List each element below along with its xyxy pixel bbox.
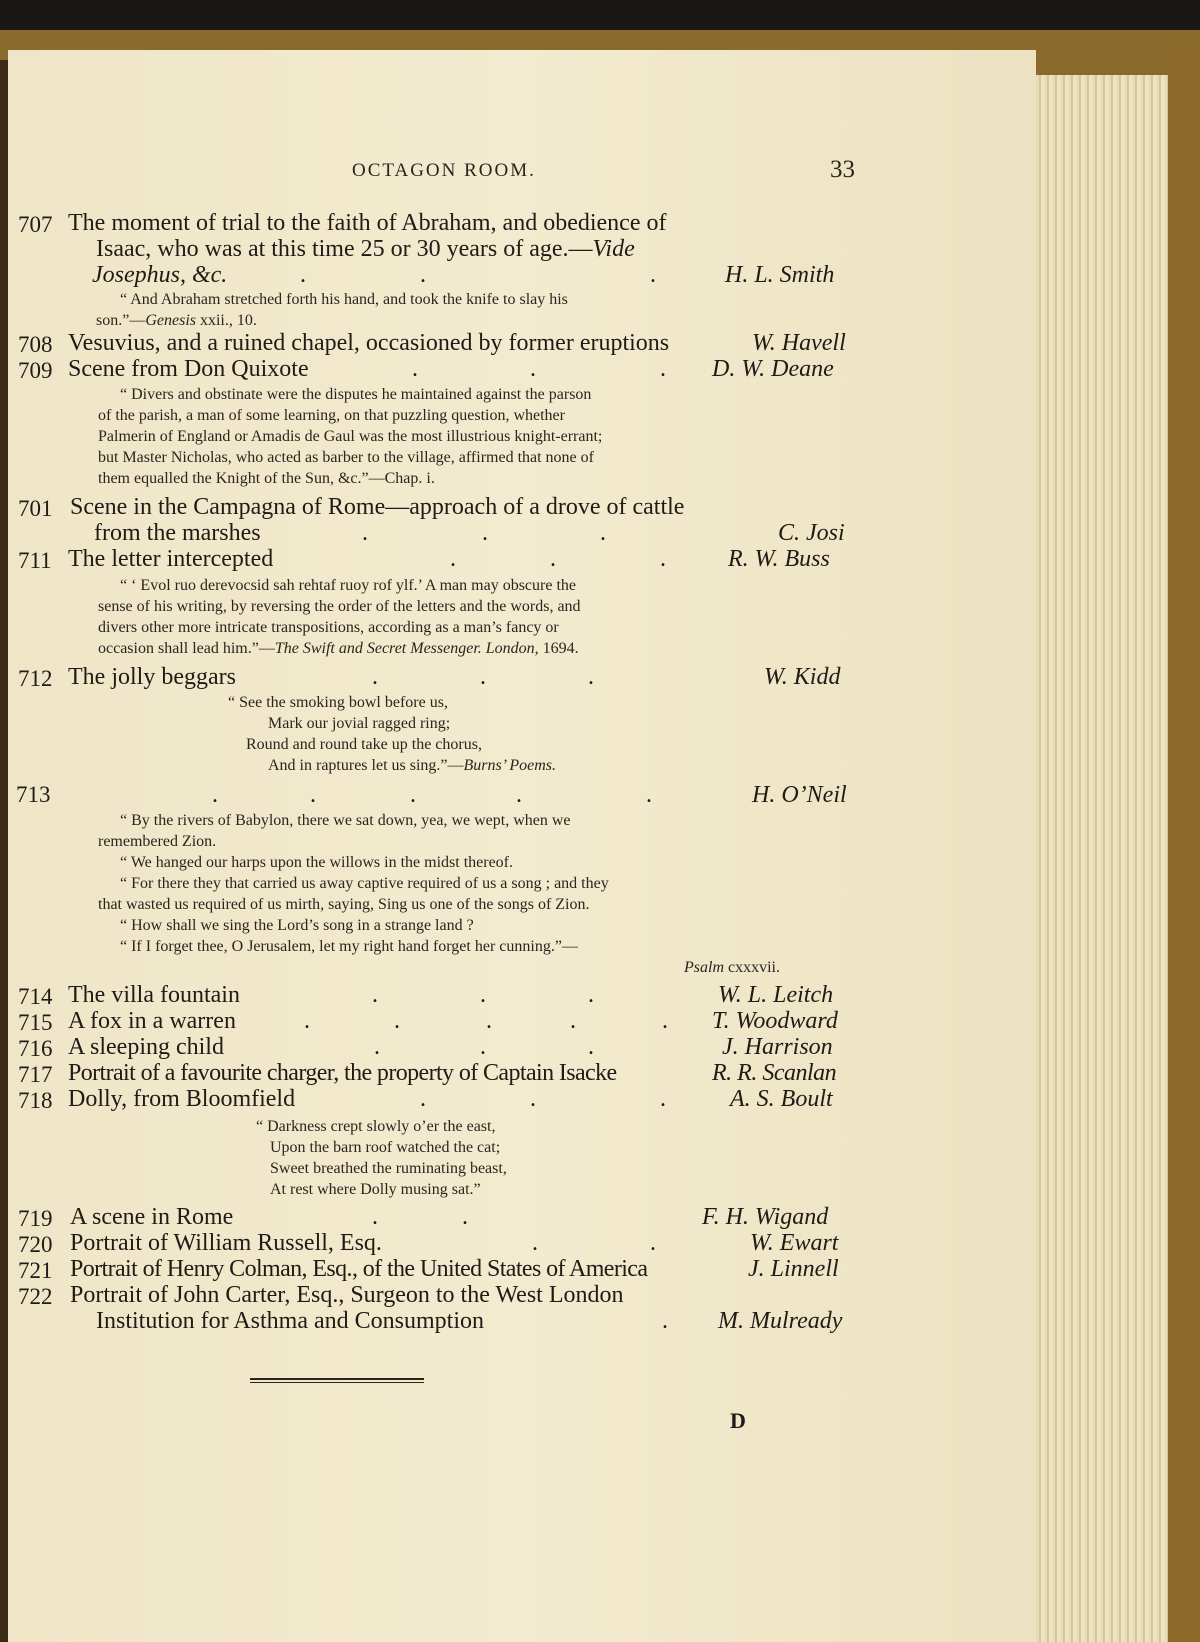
entry-title: Portrait of Henry Colman, Esq., of the United States of America: [70, 1256, 648, 1282]
entry-number: 711: [18, 548, 52, 573]
page-edges: [1036, 75, 1168, 1642]
artist-name: C. Josi: [778, 520, 845, 546]
entry-title: Isaac, who was at this time 25 or 30 years of age.—Vide: [96, 236, 635, 262]
entry-title: A scene in Rome: [70, 1204, 234, 1230]
leader-dot: .: [660, 546, 666, 572]
closing-rule: [250, 1378, 424, 1380]
quotation: “ We hanged our harps upon the willows in the midst thereof.: [120, 854, 513, 871]
entry-title: Dolly, from Bloomfield: [68, 1086, 296, 1112]
quotation: sense of his writing, by reversing the order of the letters and the words, and: [98, 598, 581, 615]
signature-mark: D: [730, 1408, 746, 1433]
leader-dot: .: [646, 782, 652, 808]
quotation: “ And Abraham stretched forth his hand, and took the knife to slay his: [120, 291, 568, 308]
leader-dot: .: [588, 664, 594, 690]
leader-dot: .: [662, 1308, 668, 1334]
leader-dot: .: [310, 782, 316, 808]
running-header: OCTAGON ROOM.: [352, 160, 536, 181]
quotation: Sweet breathed the ruminating beast,: [270, 1160, 507, 1177]
leader-dot: .: [600, 520, 606, 546]
entry-title: Institution for Asthma and Consumption: [96, 1308, 484, 1334]
artist-name: H. O’Neil: [752, 782, 847, 808]
leader-dot: .: [462, 1204, 468, 1230]
entry-title: Portrait of John Carter, Esq., Surgeon to the West London: [70, 1282, 624, 1308]
entry-number: 707: [18, 212, 53, 237]
leader-dot: .: [212, 782, 218, 808]
quotation: remembered Zion.: [98, 833, 217, 850]
leader-dot: .: [372, 982, 378, 1008]
quotation: that wasted us required of us mirth, saying, Sing us one of the songs of Zion.: [98, 896, 590, 913]
artist-name: J. Harrison: [722, 1034, 833, 1060]
leader-dot: .: [660, 356, 666, 382]
leader-dot: .: [650, 262, 656, 288]
leader-dot: .: [412, 356, 418, 382]
artist-name: W. Havell: [752, 330, 846, 356]
quotation: And in raptures let us sing.”—Burns’ Poems.: [268, 757, 556, 774]
leader-dot: .: [480, 982, 486, 1008]
leader-dot: .: [530, 1086, 536, 1112]
quotation: “ If I forget thee, O Jerusalem, let my right hand forget her cunning.”—: [120, 938, 578, 955]
artist-name: R. W. Buss: [728, 546, 830, 572]
artist-name: T. Woodward: [712, 1008, 838, 1034]
leader-dot: .: [486, 1008, 492, 1034]
leader-dot: .: [480, 664, 486, 690]
leader-dot: .: [660, 1086, 666, 1112]
entry-reference: Josephus, &c.: [92, 262, 228, 288]
entry-number: 719: [18, 1206, 53, 1231]
entry-title: Portrait of William Russell, Esq.: [70, 1230, 382, 1256]
quotation: divers other more intricate transpositions, according as a man’s fancy or: [98, 619, 559, 636]
entry-title: A sleeping child: [68, 1034, 224, 1060]
leader-dot: .: [530, 356, 536, 382]
quotation: Round and round take up the chorus,: [246, 736, 482, 753]
entry-title: The letter intercepted: [68, 546, 274, 572]
page-number: 33: [830, 156, 855, 183]
artist-name: W. L. Leitch: [718, 982, 834, 1008]
quotation: Upon the barn roof watched the cat;: [270, 1139, 501, 1156]
leader-dot: .: [372, 664, 378, 690]
entry-title: The jolly beggars: [68, 664, 236, 690]
quotation: occasion shall lead him.”—The Swift and Secret Messenger. London, 1694.: [98, 640, 579, 657]
quotation: Mark our jovial ragged ring;: [268, 715, 451, 732]
entry-number: 721: [18, 1258, 53, 1283]
entry-number: 708: [18, 332, 53, 357]
entry-number: 718: [18, 1088, 53, 1113]
entry-title: Scene from Don Quixote: [68, 356, 309, 382]
leader-dot: .: [304, 1008, 310, 1034]
artist-name: F. H. Wigand: [702, 1204, 829, 1230]
artist-name: W. Kidd: [764, 664, 841, 690]
quotation: them equalled the Knight of the Sun, &c.”—Chap. i.: [98, 470, 435, 487]
artist-name: W. Ewart: [750, 1230, 839, 1256]
entry-number: 713: [16, 782, 51, 807]
cover-edge-right: [1168, 40, 1200, 1642]
entry-title: The moment of trial to the faith of Abraham, and obedience of: [68, 210, 667, 236]
entry-number: 720: [18, 1232, 53, 1257]
entry-number: 701: [18, 496, 53, 521]
leader-dot: .: [662, 1008, 668, 1034]
leader-dot: .: [374, 1034, 380, 1060]
artist-name: J. Linnell: [748, 1256, 839, 1282]
leader-dot: .: [650, 1230, 656, 1256]
leader-dot: .: [480, 1034, 486, 1060]
quotation: “ Divers and obstinate were the disputes he maintained against the parson: [120, 386, 592, 403]
quotation: “ Darkness crept slowly o’er the east,: [256, 1118, 496, 1135]
leader-dot: .: [420, 262, 426, 288]
leader-dot: .: [450, 546, 456, 572]
leader-dot: .: [550, 546, 556, 572]
quotation: of the parish, a man of some learning, on that puzzling question, whether: [98, 407, 565, 424]
quotation: son.”—Genesis xxii., 10.: [96, 312, 257, 329]
quotation: At rest where Dolly musing sat.”: [270, 1181, 481, 1198]
quotation: “ ‘ Evol ruo derevocsid sah rehtaf ruoy rof ylf.’ A man may obscure the: [120, 577, 576, 594]
leader-dot: .: [420, 1086, 426, 1112]
quotation: but Master Nicholas, who acted as barber to the village, affirmed that none of: [98, 449, 594, 466]
leader-dot: .: [362, 520, 368, 546]
entry-number: 722: [18, 1284, 53, 1309]
entry-title: Scene in the Campagna of Rome—approach of a drove of cattle: [70, 494, 685, 520]
entry-number: 715: [18, 1010, 53, 1035]
entry-title: The villa fountain: [68, 982, 240, 1008]
leader-dot: .: [588, 1034, 594, 1060]
artist-name: A. S. Boult: [730, 1086, 833, 1112]
leader-dot: .: [410, 782, 416, 808]
entry-number: 717: [18, 1062, 53, 1087]
artist-name: H. L. Smith: [725, 262, 835, 288]
quotation: Palmerin of England or Amadis de Gaul was the most illustrious knight-errant;: [98, 428, 603, 445]
leader-dot: .: [516, 782, 522, 808]
entry-number: 714: [18, 984, 53, 1009]
quotation: “ How shall we sing the Lord’s song in a strange land ?: [120, 917, 474, 934]
quotation: “ By the rivers of Babylon, there we sat down, yea, we wept, when we: [120, 812, 571, 829]
leader-dot: .: [300, 262, 306, 288]
entry-title: A fox in a warren: [68, 1008, 236, 1034]
leader-dot: .: [372, 1204, 378, 1230]
entry-title: from the marshes: [94, 520, 261, 546]
entry-number: 712: [18, 666, 53, 691]
entry-title: Portrait of a favourite charger, the property of Captain Isacke: [68, 1060, 617, 1086]
quotation-source: Psalm cxxxvii.: [684, 959, 780, 976]
quotation: “ See the smoking bowl before us,: [228, 694, 448, 711]
leader-dot: .: [532, 1230, 538, 1256]
entry-number: 716: [18, 1036, 53, 1061]
artist-name: R. R. Scanlan: [712, 1060, 837, 1086]
artist-name: M. Mulready: [718, 1308, 843, 1334]
entry-title: Vesuvius, and a ruined chapel, occasioned by former eruptions: [68, 330, 670, 356]
entry-number: 709: [18, 358, 53, 383]
artist-name: D. W. Deane: [712, 356, 834, 382]
leader-dot: .: [482, 520, 488, 546]
leader-dot: .: [588, 982, 594, 1008]
closing-rule-thin: [250, 1382, 424, 1383]
leader-dot: .: [570, 1008, 576, 1034]
leader-dot: .: [394, 1008, 400, 1034]
quotation: “ For there they that carried us away captive required of us a song ; and they: [120, 875, 609, 892]
